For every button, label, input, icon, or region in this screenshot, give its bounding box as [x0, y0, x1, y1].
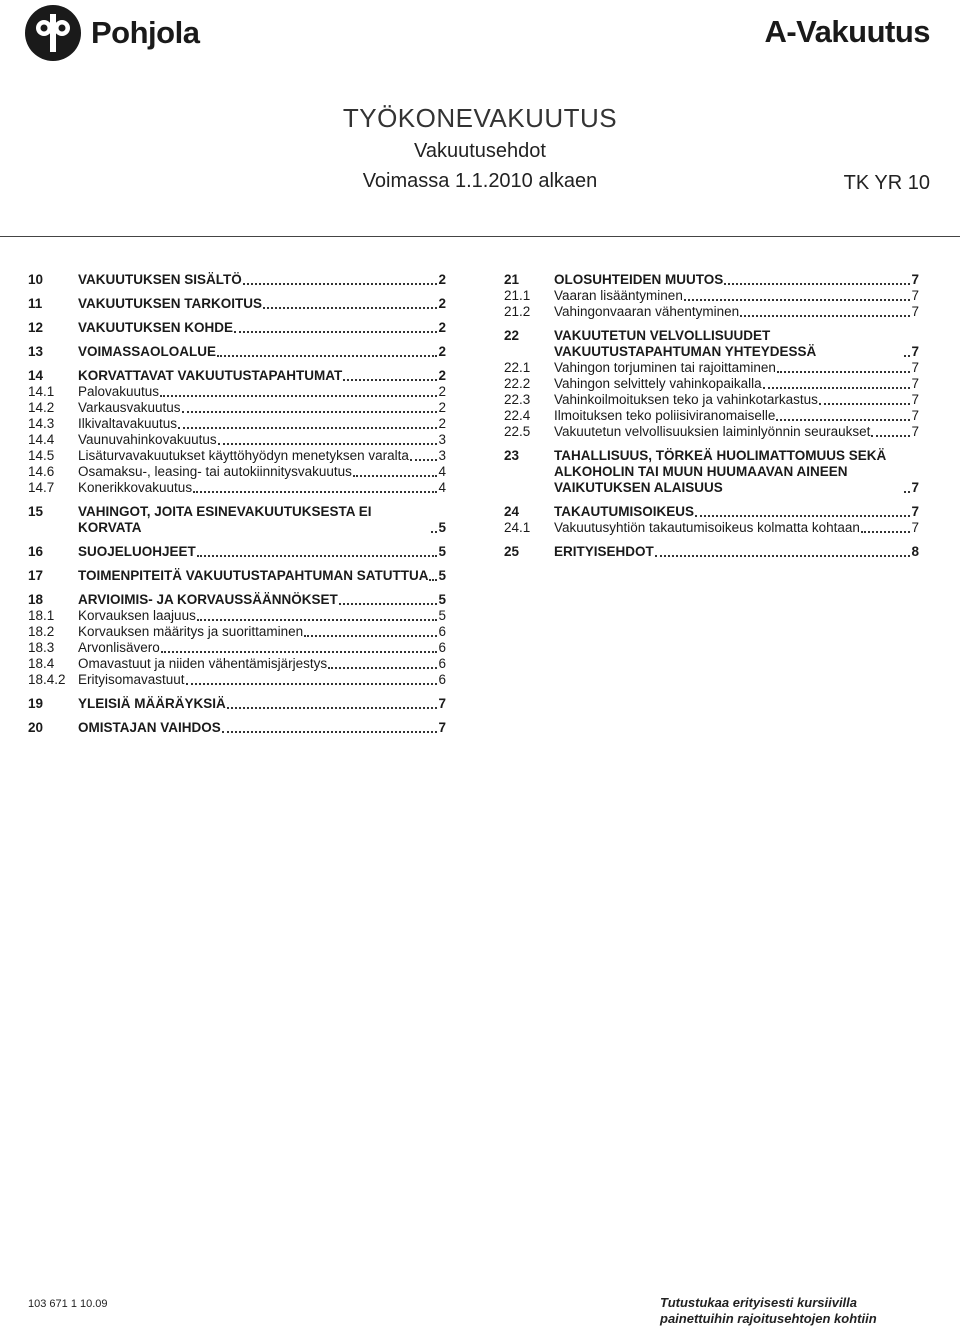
toc-leader-dots	[861, 531, 911, 533]
document-subtitle: Vakuutusehdot	[414, 140, 546, 162]
toc-leader-dots	[218, 443, 438, 445]
toc-entry-number: 18.3	[28, 640, 55, 655]
toc-entry-number: 24.1	[504, 520, 531, 535]
document-code: TK YR 10	[843, 172, 930, 194]
toc-entry-page: 5	[438, 592, 446, 607]
toc-entry-number: 10	[28, 272, 44, 287]
toc-entry-page: 7	[911, 480, 919, 495]
toc-entry-title: Vakuutetun velvollisuuksien laiminlyönnin seuraukset	[554, 424, 871, 439]
toc-entry[interactable]	[504, 520, 919, 536]
validity-date: Voimassa 1.1.2010 alkaen	[362, 170, 598, 192]
toc-entry-page: 7	[911, 344, 919, 359]
toc-leader-dots	[655, 555, 911, 557]
toc-leader-dots	[263, 307, 437, 309]
toc-entry-number: 21.2	[504, 304, 531, 319]
toc-entry-page: 6	[438, 672, 446, 687]
toc-entry[interactable]	[28, 624, 446, 640]
toc-entry-page: 7	[911, 424, 919, 439]
toc-entry-title: VAKUUTUKSEN SISÄLTÖ	[78, 272, 242, 287]
toc-entry-number: 18.2	[28, 624, 55, 639]
toc-entry-title: Omavastuut ja niiden vähentämisjärjestys	[78, 656, 328, 671]
toc-entry[interactable]	[28, 464, 446, 480]
toc-entry-page: 8	[911, 544, 919, 559]
toc-entry-title: Korvauksen määritys ja suorittaminen	[78, 624, 304, 639]
toc-entry-page: 2	[438, 400, 446, 415]
toc-entry-page: 4	[438, 480, 446, 495]
header-divider	[0, 236, 960, 237]
toc-entry-page: 7	[911, 392, 919, 407]
brand-name: A-Vakuutus	[764, 14, 930, 49]
toc-entry[interactable]	[28, 416, 446, 432]
footer-doc-code: 103 671 1 10.09	[28, 1298, 108, 1310]
toc-entry-page: 7	[911, 376, 919, 391]
toc-entry-page: 7	[438, 720, 446, 735]
toc-entry-page: 6	[438, 640, 446, 655]
toc-entry-page: 3	[438, 432, 446, 447]
toc-leader-dots	[871, 435, 910, 437]
toc-entry-title: VOIMASSAOLOALUE	[78, 344, 217, 359]
toc-entry-number: 14	[28, 368, 44, 383]
toc-entry-title: ARVIOIMIS- JA KORVAUSSÄÄNNÖKSET	[78, 592, 338, 607]
toc-entry[interactable]	[504, 304, 919, 320]
toc-entry-title: VAKUUTUKSEN TARKOITUS	[78, 296, 262, 311]
toc-entry-title: Palovakuutus	[78, 384, 160, 399]
pohjola-logo-icon	[24, 4, 82, 62]
toc-entry-number: 15	[28, 504, 44, 519]
toc-leader-dots	[740, 315, 910, 317]
toc-entry-number: 12	[28, 320, 44, 335]
toc-entry-page: 7	[911, 520, 919, 535]
toc-leader-dots	[410, 459, 438, 461]
toc-entry[interactable]	[504, 424, 919, 440]
footer-note: Tutustukaa erityisesti kursiivilla painettuihin rajoitusehtojen kohtiin	[660, 1295, 877, 1326]
toc-entry-title: Vahingon selvittely vahinkopaikalla	[554, 376, 762, 391]
toc-leader-dots	[776, 419, 910, 421]
toc-entry-title: TAHALLISUUS, TÖRKEÄ HUOLIMATTOMUUS SEKÄ ALKOHOLIN TAI MUUN HUUMAAVAN AINEEN VAIKUTUKSEN ALAISUUS	[554, 448, 887, 495]
toc-entry-page: 2	[438, 368, 446, 383]
toc-entry-page: 6	[438, 624, 446, 639]
toc-entry-number: 16	[28, 544, 44, 559]
toc-entry-page: 2	[438, 384, 446, 399]
toc-entry-title: Vahinkoilmoituksen teko ja vahinkotarkastus	[554, 392, 818, 407]
toc-leader-dots	[182, 411, 438, 413]
toc-entry[interactable]	[28, 720, 446, 736]
toc-entry[interactable]	[28, 696, 446, 712]
document-title: TYÖKONEVAKUUTUS	[342, 103, 618, 133]
toc-entry[interactable]	[504, 328, 919, 360]
toc-entry-number: 21.1	[504, 288, 531, 303]
toc-entry[interactable]	[504, 360, 919, 376]
toc-leader-dots	[222, 731, 438, 733]
toc-entry[interactable]	[28, 568, 446, 584]
toc-entry-page: 2	[438, 416, 446, 431]
toc-leader-dots	[429, 579, 437, 581]
toc-entry-page: 7	[911, 408, 919, 423]
toc-entry-number: 13	[28, 344, 44, 359]
toc-leader-dots	[353, 475, 438, 477]
toc-leader-dots	[197, 555, 438, 557]
toc-entry-number: 22.5	[504, 424, 531, 439]
toc-leader-dots	[160, 395, 437, 397]
toc-right-column	[504, 272, 919, 560]
toc-entry-title: Vakuutusyhtiön takautumisoikeus kolmatta kohtaan	[554, 520, 860, 535]
toc-entry[interactable]	[504, 392, 919, 408]
toc-entry-title: Vaaran lisääntyminen	[554, 288, 683, 303]
toc-entry-title: Ilmoituksen teko poliisiviranomaiselle	[554, 408, 776, 423]
toc-leader-dots	[178, 427, 437, 429]
toc-entry[interactable]	[28, 384, 446, 400]
toc-leader-dots	[193, 491, 437, 493]
toc-entry-title: VAKUUTETUN VELVOLLISUUDET VAKUUTUSTAPAHTUMAN YHTEYDESSÄ	[554, 328, 817, 359]
toc-leader-dots	[343, 379, 437, 381]
toc-entry[interactable]	[504, 272, 919, 288]
toc-entry[interactable]	[504, 504, 919, 520]
toc-entry-number: 21	[504, 272, 520, 287]
toc-entry-page: 4	[438, 464, 446, 479]
toc-entry-number: 14.1	[28, 384, 55, 399]
toc-entry[interactable]	[28, 592, 446, 608]
toc-entry[interactable]	[28, 344, 446, 360]
toc-entry[interactable]	[28, 656, 446, 672]
toc-entry[interactable]	[28, 272, 446, 288]
toc-entry[interactable]	[28, 608, 446, 624]
toc-entry[interactable]	[28, 544, 446, 560]
toc-entry-title: OLOSUHTEIDEN MUUTOS	[554, 272, 724, 287]
toc-leader-dots	[304, 635, 437, 637]
toc-entry-number: 22.2	[504, 376, 531, 391]
toc-leader-dots	[904, 355, 910, 357]
toc-entry-number: 18	[28, 592, 44, 607]
toc-entry-number: 11	[28, 296, 43, 311]
toc-leader-dots	[819, 403, 911, 405]
toc-entry-number: 14.5	[28, 448, 55, 463]
toc-entry-number: 14.4	[28, 432, 55, 447]
toc-entry-number: 18.4	[28, 656, 55, 671]
toc-entry-title: Lisäturvavakuutukset käyttöhyödyn menetyksen varalta	[78, 448, 409, 463]
toc-entry-title: TOIMENPITEITÄ VAKUUTUSTAPAHTUMAN SATUTTUA	[78, 568, 429, 583]
toc-entry-number: 14.3	[28, 416, 55, 431]
toc-entry-page: 2	[438, 272, 446, 287]
toc-entry-title: Vahingonvaaran vähentyminen	[554, 304, 740, 319]
toc-entry-page: 7	[438, 696, 446, 711]
toc-entry[interactable]	[28, 480, 446, 496]
toc-entry[interactable]	[28, 672, 446, 688]
toc-entry[interactable]	[28, 296, 446, 312]
toc-entry-title: Erityisomavastuut	[78, 672, 185, 687]
toc-entry-number: 22	[504, 328, 520, 343]
toc-entry[interactable]	[28, 640, 446, 656]
toc-entry-number: 18.4.2	[28, 672, 66, 687]
toc-entry[interactable]	[504, 376, 919, 392]
toc-leader-dots	[763, 387, 911, 389]
toc-entry-page: 7	[911, 272, 919, 287]
toc-entry-number: 20	[28, 720, 44, 735]
toc-entry-title: TAKAUTUMISOIKEUS	[554, 504, 694, 519]
toc-entry-title: Varkausvakuutus	[78, 400, 181, 415]
toc-entry-page: 5	[438, 608, 446, 623]
toc-leader-dots	[724, 283, 910, 285]
toc-entry-number: 19	[28, 696, 44, 711]
toc-entry[interactable]	[28, 432, 446, 448]
toc-leader-dots	[328, 667, 437, 669]
toc-leader-dots	[904, 491, 910, 493]
toc-entry-title: Vaunuvahinkovakuutus	[78, 432, 217, 447]
toc-entry[interactable]	[28, 368, 446, 384]
title-block	[330, 100, 630, 196]
toc-entry-page: 2	[438, 344, 446, 359]
toc-entry-title: VAHINGOT, JOITA ESINEVAKUUTUKSESTA EI KORVATA	[78, 504, 372, 535]
toc-entry[interactable]	[504, 448, 919, 496]
toc-entry-number: 14.6	[28, 464, 55, 479]
toc-entry-number: 14.2	[28, 400, 55, 415]
toc-left-column	[28, 272, 446, 736]
toc-entry-number: 18.1	[28, 608, 55, 623]
toc-entry-number: 23	[504, 448, 520, 463]
toc-entry-title: YLEISIÄ MÄÄRÄYKSIÄ	[78, 696, 226, 711]
toc-leader-dots	[227, 707, 438, 709]
toc-leader-dots	[684, 299, 911, 301]
toc-entry-page: 2	[438, 320, 446, 335]
toc-entry-number: 22.3	[504, 392, 531, 407]
toc-leader-dots	[217, 355, 437, 357]
toc-entry-title: Vahingon torjuminen tai rajoittaminen	[554, 360, 776, 375]
toc-entry-title: Osamaksu-, leasing- tai autokiinnitysvakuutus	[78, 464, 352, 479]
toc-leader-dots	[695, 515, 910, 517]
toc-entry-page: 7	[911, 360, 919, 375]
toc-entry-title: KORVATTAVAT VAKUUTUSTAPAHTUMAT	[78, 368, 343, 383]
toc-entry-number: 22.1	[504, 360, 531, 375]
toc-entry-page: 5	[438, 568, 446, 583]
toc-entry-title: Arvonlisävero	[78, 640, 160, 655]
toc-entry-title: ERITYISEHDOT	[554, 544, 654, 559]
toc-entry-number: 25	[504, 544, 520, 559]
toc-entry-title: Ilkivaltavakuutus	[78, 416, 178, 431]
toc-leader-dots	[339, 603, 438, 605]
toc-entry-page: 2	[438, 296, 446, 311]
toc-entry-page: 7	[911, 288, 919, 303]
toc-entry[interactable]	[504, 288, 919, 304]
toc-entry[interactable]	[28, 320, 446, 336]
toc-entry-title: Korvauksen laajuus	[78, 608, 196, 623]
toc-entry-page: 3	[438, 448, 446, 463]
toc-leader-dots	[161, 651, 438, 653]
toc-entry[interactable]	[504, 544, 919, 560]
toc-leader-dots	[234, 331, 437, 333]
toc-entry-page: 7	[911, 504, 919, 519]
toc-entry-number: 17	[28, 568, 44, 583]
toc-entry[interactable]	[504, 408, 919, 424]
toc-entry-title: Konerikkovakuutus	[78, 480, 193, 495]
logo-text: Pohjola	[91, 15, 200, 50]
toc-entry[interactable]	[28, 448, 446, 464]
toc-entry-title: VAKUUTUKSEN KOHDE	[78, 320, 234, 335]
toc-entry-page: 5	[438, 520, 446, 535]
toc-leader-dots	[197, 619, 438, 621]
toc-leader-dots	[777, 371, 911, 373]
toc-entry-title: OMISTAJAN VAIHDOS	[78, 720, 221, 735]
toc-leader-dots	[431, 531, 437, 533]
toc-entry-page: 5	[438, 544, 446, 559]
toc-entry[interactable]	[28, 400, 446, 416]
toc-entry-page: 6	[438, 656, 446, 671]
pohjola-logo	[24, 4, 199, 62]
toc-entry-title: SUOJELUOHJEET	[78, 544, 196, 559]
toc-entry-number: 22.4	[504, 408, 531, 423]
toc-entry-number: 24	[504, 504, 520, 519]
toc-leader-dots	[243, 283, 438, 285]
toc-entry-page: 7	[911, 304, 919, 319]
toc-entry[interactable]	[28, 504, 446, 536]
toc-entry-number: 14.7	[28, 480, 55, 495]
toc-leader-dots	[186, 683, 438, 685]
